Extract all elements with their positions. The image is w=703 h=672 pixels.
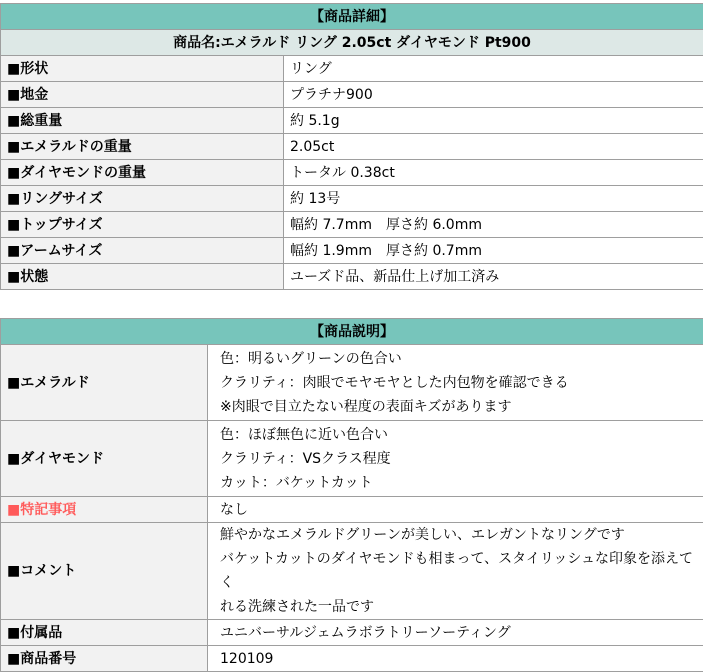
special-notes-label: ■特記事項 [1,497,208,523]
row-label: ■ダイヤモンドの重量 [1,160,284,186]
table-row [1,82,703,108]
special-notes-row [1,497,703,523]
row-label: ■アームサイズ [1,238,284,264]
row-value: リング [284,56,703,82]
row-value: 約 5.1g [284,108,703,134]
diamond-line: クラリティ：VSクラス程度 [220,447,697,471]
accessories-label: ■付属品 [1,620,208,646]
row-value: ユーズド品、新品仕上げ加工済み [284,264,703,290]
row-value: 幅約 7.7mm 厚さ約 6.0mm [284,212,703,238]
row-value: プラチナ900 [284,82,703,108]
comment-line: 鮮やかなエメラルドグリーンが美しい、エレガントなリングです [220,523,699,547]
diamond-line: 色：ほぼ無色に近い色合い [220,423,697,447]
row-label: ■地金 [1,82,284,108]
emerald-value [208,345,703,421]
emerald-label: ■エメラルド [1,345,208,421]
table-row [1,186,703,212]
emerald-row [1,345,703,421]
description-header: 【商品説明】 [1,319,703,345]
details-header: 【商品詳細】 [1,4,703,30]
product-number-label: ■商品番号 [1,646,208,672]
diamond-line: カット：バケットカット [220,471,697,495]
emerald-line: ※肉眼で目立たない程度の表面キズがあります [220,395,697,419]
special-notes-value: なし [208,497,703,523]
comment-row [1,523,703,620]
row-label: ■トップサイズ [1,212,284,238]
row-value: 約 13号 [284,186,703,212]
table-row [1,264,703,290]
row-label: ■エメラルドの重量 [1,134,284,160]
details-table [0,3,703,290]
comment-line: れる洗練された一品です [220,595,699,619]
product-number-row [1,646,703,672]
row-value: 2.05ct [284,134,703,160]
row-label: ■状態 [1,264,284,290]
emerald-line: クラリティ：肉眼でモヤモヤとした内包物を確認できる [220,371,697,395]
product-name-row [1,30,703,56]
description-table [0,318,703,672]
accessories-value: ユニバーサルジェムラボラトリーソーティング [208,620,703,646]
table-row [1,212,703,238]
accessories-row [1,620,703,646]
table-row [1,108,703,134]
table-row [1,134,703,160]
row-label: ■形状 [1,56,284,82]
product-name: 商品名:エメラルド リング 2.05ct ダイヤモンド Pt900 [1,30,703,56]
comment-value [208,523,703,620]
row-label: ■総重量 [1,108,284,134]
diamond-value [208,421,703,497]
product-number-value: 120109 [208,646,703,672]
row-value: トータル 0.38ct [284,160,703,186]
comment-line: バケットカットのダイヤモンドも相まって、スタイリッシュな印象を添えてく [220,547,699,595]
diamond-row [1,421,703,497]
table-row [1,238,703,264]
diamond-label: ■ダイヤモンド [1,421,208,497]
table-row [1,160,703,186]
row-value: 幅約 1.9mm 厚さ約 0.7mm [284,238,703,264]
emerald-line: 色：明るいグリーンの色合い [220,347,697,371]
comment-label: ■コメント [1,523,208,620]
row-label: ■リングサイズ [1,186,284,212]
details-header-row [1,4,703,30]
description-header-row [1,319,703,345]
table-row [1,56,703,82]
